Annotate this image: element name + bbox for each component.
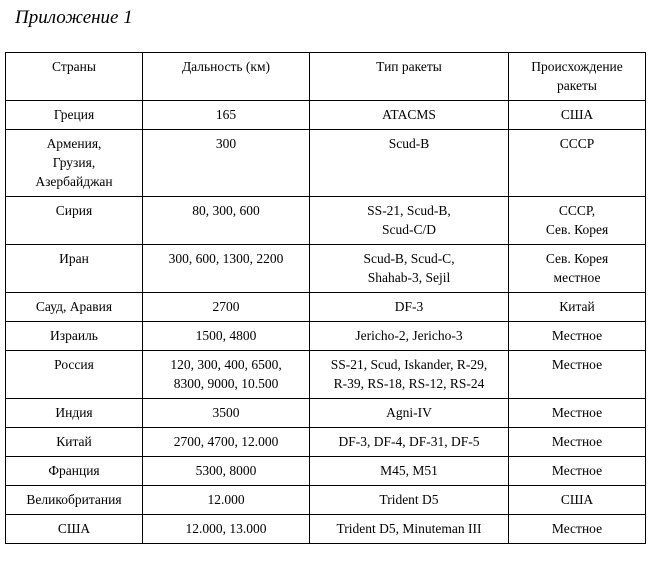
cell-range: 2700, 4700, 12.000 (143, 428, 310, 457)
cell-origin: Местное (509, 515, 646, 544)
table-header-row (6, 53, 646, 101)
cell-range: 300, 600, 1300, 2200 (143, 245, 310, 293)
table-row (6, 197, 646, 245)
header-origin: Происхождение ракеты (509, 53, 646, 101)
table-row (6, 293, 646, 322)
header-range: Дальность (км) (143, 53, 310, 101)
cell-missile-type: Jericho-2, Jericho-3 (310, 322, 509, 351)
cell-origin: Местное (509, 351, 646, 399)
appendix-heading: Приложение 1 (15, 7, 133, 28)
cell-origin: Местное (509, 457, 646, 486)
cell-country: Израиль (6, 322, 143, 351)
cell-origin: СССР, Сев. Корея (509, 197, 646, 245)
cell-country: Великобритания (6, 486, 143, 515)
cell-range: 2700 (143, 293, 310, 322)
table-row (6, 457, 646, 486)
cell-country: Греция (6, 101, 143, 130)
cell-origin: Местное (509, 399, 646, 428)
cell-country: Сауд, Аравия (6, 293, 143, 322)
cell-range: 12.000, 13.000 (143, 515, 310, 544)
table-row (6, 428, 646, 457)
cell-range: 165 (143, 101, 310, 130)
cell-missile-type: M45, M51 (310, 457, 509, 486)
cell-country: США (6, 515, 143, 544)
cell-range: 5300, 8000 (143, 457, 310, 486)
cell-range: 12.000 (143, 486, 310, 515)
cell-country: Иран (6, 245, 143, 293)
cell-origin: США (509, 486, 646, 515)
cell-origin: Китай (509, 293, 646, 322)
cell-missile-type: Agni-IV (310, 399, 509, 428)
cell-origin: СССР (509, 130, 646, 197)
cell-missile-type: Trident D5 (310, 486, 509, 515)
cell-missile-type: ATACMS (310, 101, 509, 130)
cell-missile-type: SS-21, Scud, Iskander, R-29, R-39, RS-18, RS-12, RS-24 (310, 351, 509, 399)
cell-missile-type: Scud-B (310, 130, 509, 197)
cell-range: 1500, 4800 (143, 322, 310, 351)
table-row (6, 245, 646, 293)
cell-range: 300 (143, 130, 310, 197)
cell-range: 80, 300, 600 (143, 197, 310, 245)
cell-origin: Сев. Корея местное (509, 245, 646, 293)
header-missile-type: Тип ракеты (310, 53, 509, 101)
cell-origin: Местное (509, 322, 646, 351)
cell-country: Армения, Грузия, Азербайджан (6, 130, 143, 197)
cell-missile-type: Trident D5, Minuteman III (310, 515, 509, 544)
cell-range: 3500 (143, 399, 310, 428)
cell-country: Сирия (6, 197, 143, 245)
cell-missile-type: Scud-B, Scud-C, Shahab-3, Sejil (310, 245, 509, 293)
table-row (6, 486, 646, 515)
header-country: Страны (6, 53, 143, 101)
cell-origin: США (509, 101, 646, 130)
table-row (6, 515, 646, 544)
cell-origin: Местное (509, 428, 646, 457)
table-row (6, 101, 646, 130)
missiles-table (5, 52, 646, 544)
table-row (6, 399, 646, 428)
cell-missile-type: SS-21, Scud-B, Scud-C/D (310, 197, 509, 245)
cell-missile-type: DF-3 (310, 293, 509, 322)
table-row (6, 130, 646, 197)
cell-range: 120, 300, 400, 6500, 8300, 9000, 10.500 (143, 351, 310, 399)
table-row (6, 322, 646, 351)
cell-missile-type: DF-3, DF-4, DF-31, DF-5 (310, 428, 509, 457)
cell-country: Россия (6, 351, 143, 399)
cell-country: Индия (6, 399, 143, 428)
cell-country: Китай (6, 428, 143, 457)
table-row (6, 351, 646, 399)
cell-country: Франция (6, 457, 143, 486)
